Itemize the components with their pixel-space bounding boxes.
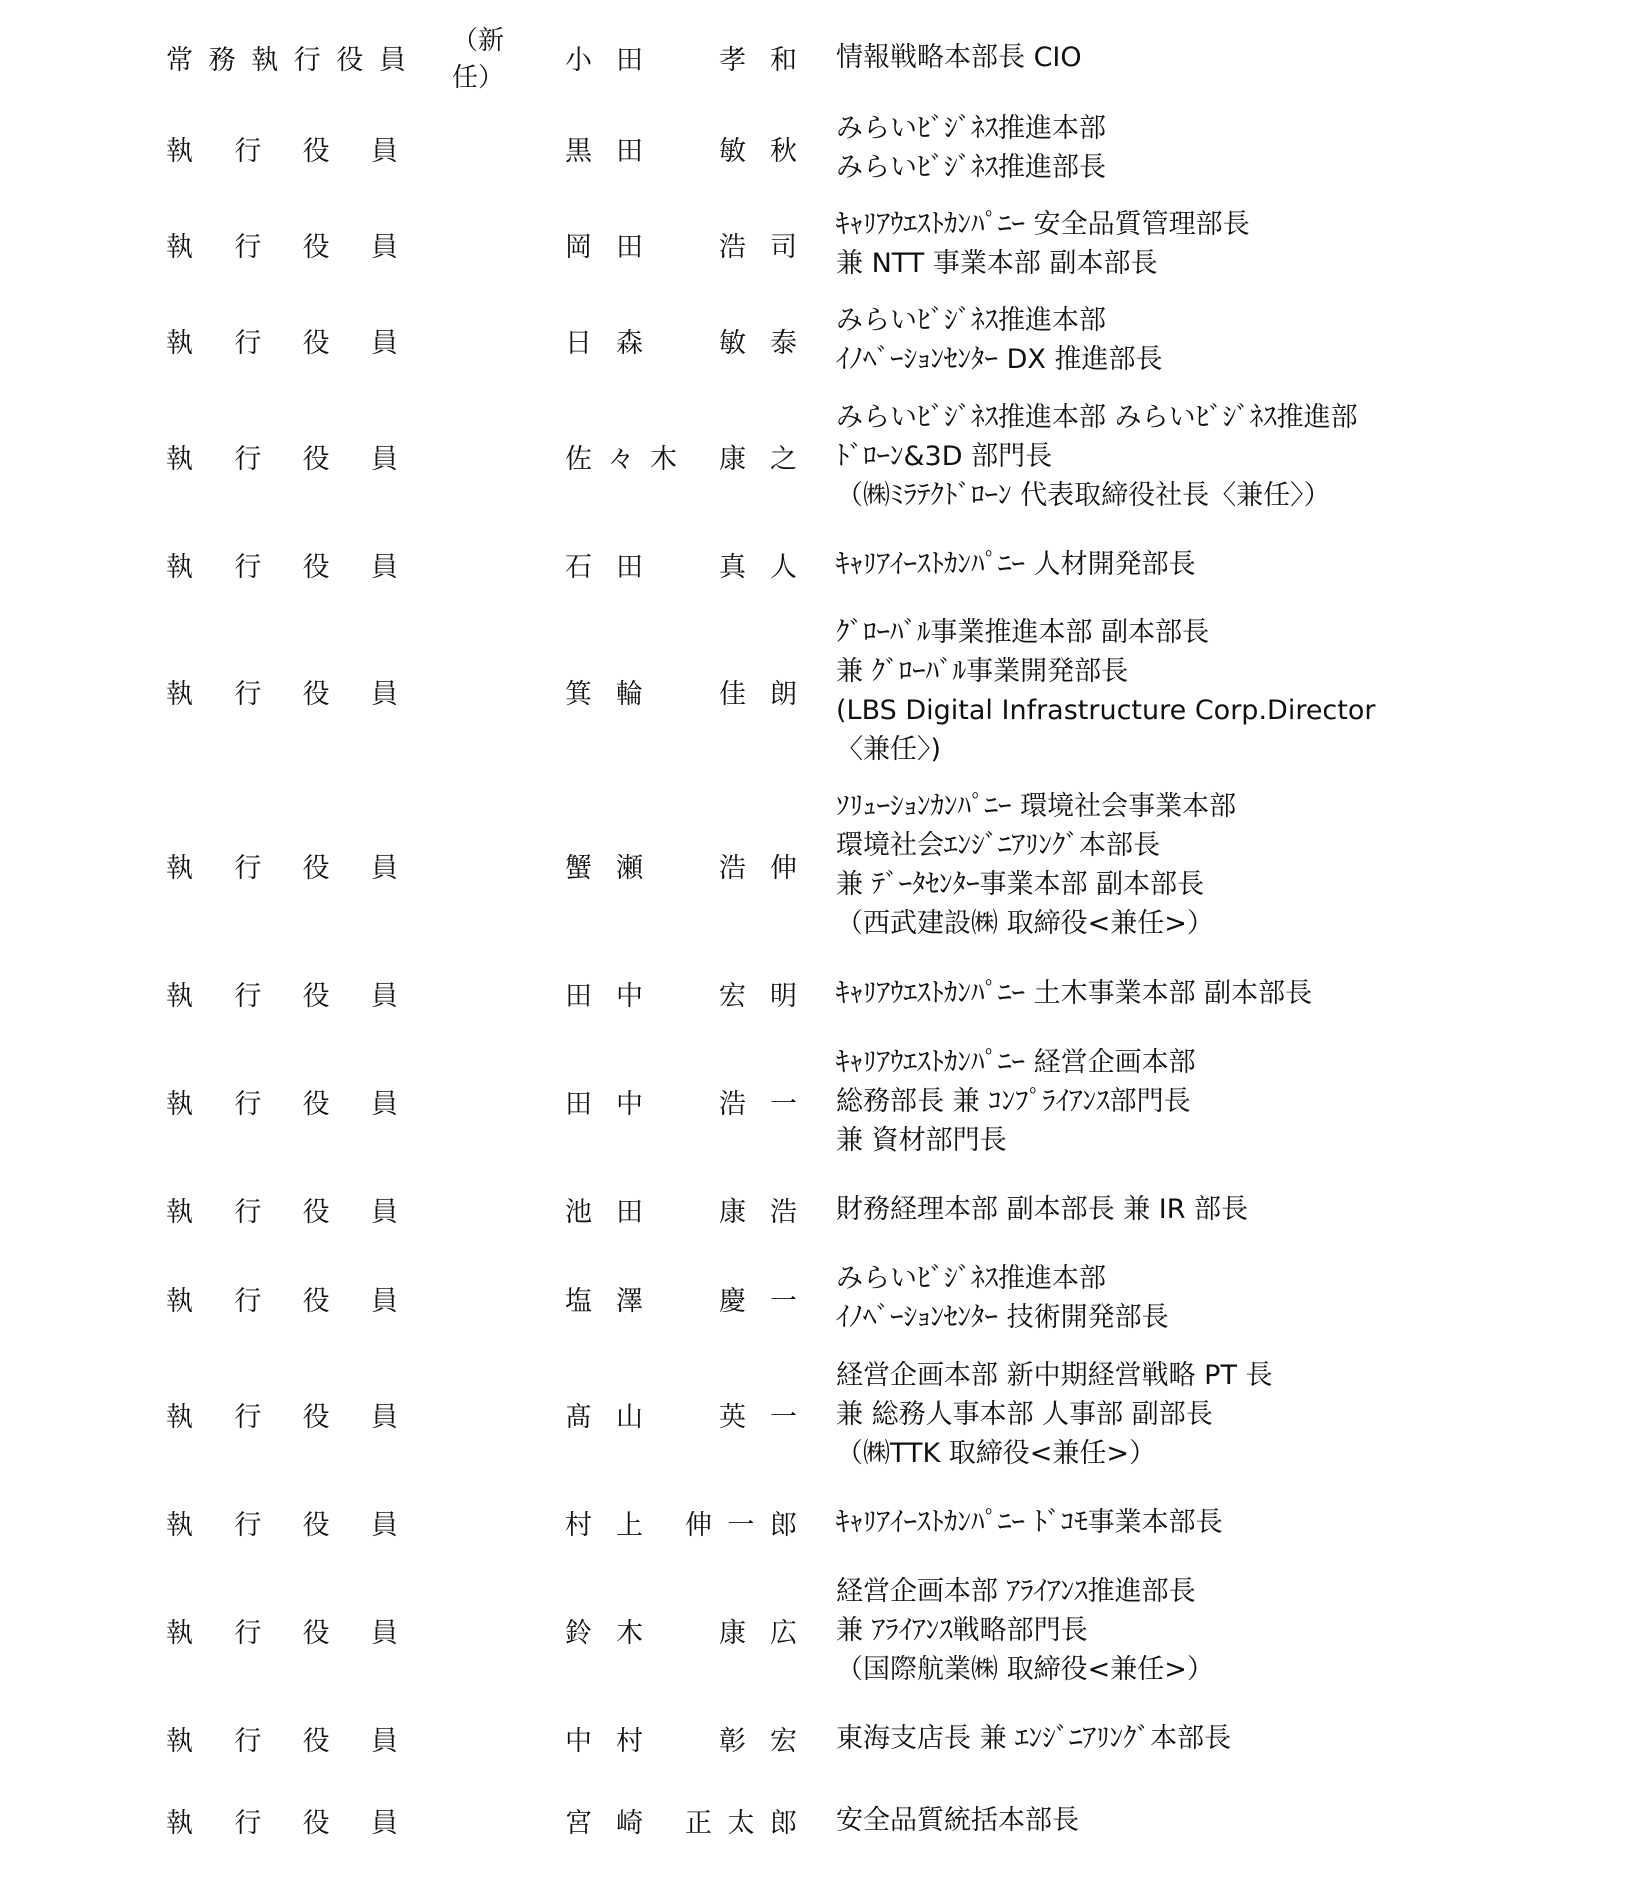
officer-given-name-char: 伸 [685, 1509, 712, 1541]
officer-given-name [719, 1082, 797, 1121]
officer-given-name-char: 泰 [770, 327, 797, 359]
officer-row [0, 1719, 1630, 1758]
officer-surname-char: 池 [565, 1196, 592, 1228]
officer-given-name-char: 佳 [719, 678, 746, 710]
officer-title-char: 執 [166, 1807, 193, 1839]
officer-given-name [719, 437, 797, 476]
officer-given-name-char: 宏 [719, 980, 746, 1012]
officer-surname-char: 中 [616, 980, 643, 1012]
officer-position-line: みらいﾋﾞｼﾞﾈｽ推進本部 [836, 305, 1106, 336]
officer-given-name-char: 一 [770, 1401, 797, 1433]
officer-surname-char: 田 [616, 551, 643, 583]
officer-name [565, 205, 797, 283]
officer-title-char: 役 [302, 1401, 330, 1433]
officer-title-char: 行 [234, 1285, 262, 1317]
officer-title-char: 員 [370, 327, 398, 359]
officer-position-line: ｷｬﾘｱｳｴｽﾄｶﾝﾊﾟﾆｰ 土木事業本部 副本部長 [836, 977, 1313, 1009]
officer-given-name-char: 敏 [719, 327, 746, 359]
officer-name [565, 1190, 797, 1229]
officer-surname-char: 宮 [565, 1807, 592, 1839]
officer-given-name [719, 1611, 797, 1650]
officer-given-name-char: 広 [770, 1617, 797, 1649]
officer-title-char: 員 [378, 44, 406, 76]
officer-title-char: 役 [302, 1617, 330, 1649]
officer-position-line: （国際航業㈱ 取締役<兼任>） [836, 1653, 1214, 1685]
officer-position [836, 205, 1606, 283]
officer-surname-char: 澤 [616, 1285, 643, 1317]
officer-title-char: 行 [234, 231, 262, 263]
officer-given-name-char: 浩 [719, 231, 746, 263]
officer-given-name-char: 明 [770, 980, 797, 1012]
officer-name [565, 1356, 797, 1473]
officer-position-line: 兼 ｱﾗｲｱﾝｽ戦略部門長 [836, 1614, 1088, 1646]
officer-given-name [719, 321, 797, 360]
officer-position [836, 38, 1606, 77]
officer-position-line: みらいﾋﾞｼﾞﾈｽ推進本部 [836, 113, 1106, 144]
officer-title-char: 務 [208, 44, 236, 76]
officer-surname-char: 中 [565, 1725, 592, 1757]
officer-title [166, 1572, 398, 1689]
officer-given-name-char: 和 [770, 44, 797, 76]
officer-name [565, 1259, 797, 1337]
officer-title-char: 役 [302, 1725, 330, 1757]
officer-title-char: 役 [302, 443, 330, 475]
officer-title [166, 398, 398, 515]
officer-given-name-char: 康 [719, 443, 746, 475]
officer-title-char: 役 [302, 551, 330, 583]
officer-position-line: ｷｬﾘｱｳｴｽﾄｶﾝﾊﾟﾆｰ 経営企画本部 [836, 1046, 1196, 1078]
officer-row [0, 1043, 1630, 1160]
officer-position-line: ﾄﾞﾛｰﾝ&3D 部門長 [836, 440, 1053, 472]
officer-surname-char: 山 [616, 1401, 643, 1433]
officer-row [0, 205, 1630, 283]
officer-surname-char: 村 [565, 1509, 592, 1541]
officer-title-char: 行 [234, 1196, 262, 1228]
officer-position-line: 〈兼任〉) [836, 734, 942, 765]
officer-row [0, 1356, 1630, 1473]
officer-surname [565, 1279, 643, 1318]
officer-position [836, 613, 1606, 769]
officer-surname-char: 田 [565, 1088, 592, 1120]
officer-given-name-char: 一 [770, 1285, 797, 1317]
officer-row [0, 1259, 1630, 1337]
officer-position [836, 1190, 1606, 1229]
officer-position-line: (LBS Digital Infrastructure Corp.Director [836, 695, 1376, 726]
officer-title [166, 109, 398, 187]
officer-given-name [719, 1190, 797, 1229]
officer-position-line: ｿﾘｭｰｼｮﾝｶﾝﾊﾟﾆｰ 環境社会事業本部 [836, 791, 1237, 822]
officer-surname-char: 上 [616, 1509, 643, 1541]
officer-position [836, 1572, 1606, 1689]
officer-title-char: 執 [166, 1088, 193, 1120]
officer-surname-char: 木 [650, 443, 677, 475]
officer-title-char: 執 [166, 135, 193, 167]
officer-title-char: 員 [370, 1617, 398, 1649]
officer-row [0, 545, 1630, 584]
officer-position-line: みらいﾋﾞｼﾞﾈｽ推進部長 [836, 152, 1106, 183]
officer-title [166, 1801, 398, 1840]
officer-title [166, 301, 398, 379]
officer-position-line: （㈱ﾐﾗﾃｸﾄﾞﾛｰﾝ 代表取締役社長〈兼任〉） [836, 479, 1331, 511]
officer-row [0, 1801, 1630, 1840]
officer-title-char: 執 [166, 678, 193, 710]
officer-given-name-char: 真 [719, 551, 746, 583]
officer-surname-char: 田 [616, 231, 643, 263]
officer-surname [565, 38, 643, 77]
officer-position [836, 1719, 1606, 1758]
officer-position-line: ｸﾞﾛｰﾊﾞﾙ事業推進本部 副本部長 [836, 617, 1210, 648]
officer-title [166, 1356, 398, 1473]
officer-surname-char: 箕 [565, 678, 592, 710]
officer-title [166, 1259, 398, 1337]
officer-given-name-char: 之 [770, 443, 797, 475]
officer-surname [565, 1503, 643, 1542]
officer-title [166, 1503, 398, 1542]
officer-title-char: 執 [166, 1617, 193, 1649]
officer-name [565, 38, 797, 77]
officer-name [565, 1503, 797, 1542]
officer-surname [565, 129, 643, 168]
officer-surname-char: 輪 [616, 678, 643, 710]
officer-position-line: ｷｬﾘｱｲｰｽﾄｶﾝﾊﾟﾆｰ ﾄﾞｺﾓ事業本部長 [836, 1506, 1223, 1538]
officer-given-name-char: 太 [727, 1807, 755, 1839]
officer-given-name [719, 672, 797, 711]
officer-row [0, 613, 1630, 769]
officer-title-char: 行 [234, 1617, 262, 1649]
officer-position-line: 経営企画本部 新中期経営戦略 PT 長 [836, 1359, 1273, 1391]
officer-surname [565, 225, 643, 264]
officer-title-char: 員 [370, 1088, 398, 1120]
officer-title [166, 613, 398, 769]
officer-row [0, 1190, 1630, 1229]
officer-title-char: 常 [166, 44, 193, 76]
officer-surname [565, 1719, 643, 1758]
officer-surname-char: 髙 [565, 1401, 592, 1433]
officer-row [0, 398, 1630, 515]
officer-name [565, 398, 797, 515]
officer-position-line: 経営企画本部 ｱﾗｲｱﾝｽ推進部長 [836, 1575, 1196, 1607]
officer-title-char: 行 [234, 852, 262, 884]
officer-title-char: 員 [370, 551, 398, 583]
officer-title-char: 行 [234, 135, 262, 167]
officer-title-char: 行 [234, 1088, 262, 1120]
officer-given-name [719, 38, 797, 77]
officer-title-char: 行 [234, 551, 262, 583]
officer-surname-char: 中 [616, 1088, 643, 1120]
officer-given-name [719, 1395, 797, 1434]
officer-title-char: 執 [166, 852, 193, 884]
officer-title-char: 行 [234, 327, 262, 359]
officer-position-line: 情報戦略本部長 CIO [836, 41, 1082, 73]
officer-position-line: 財務経理本部 副本部長 兼 IR 部長 [836, 1193, 1249, 1225]
officer-title-char: 執 [166, 1285, 193, 1317]
officer-row [0, 26, 1630, 93]
officer-title-char: 員 [370, 852, 398, 884]
officer-surname [565, 321, 643, 360]
officer-row [0, 301, 1630, 379]
officer-title-char: 行 [293, 44, 321, 76]
officer-position-line: 総務部長 兼 ｺﾝﾌﾟﾗｲｱﾝｽ部門長 [836, 1085, 1191, 1117]
officer-given-name [719, 1279, 797, 1318]
officer-title-char: 員 [370, 1807, 398, 1839]
officer-name [565, 1801, 797, 1840]
officer-given-name [719, 1719, 797, 1758]
officer-title [166, 545, 398, 584]
officer-given-name-char: 康 [719, 1196, 746, 1228]
officer-name [565, 1719, 797, 1758]
officer-title-char: 執 [166, 327, 193, 359]
officer-surname [565, 1801, 643, 1840]
officer-title-char: 役 [302, 231, 330, 263]
officer-surname [565, 1190, 643, 1229]
officer-title-char: 行 [234, 678, 262, 710]
officer-surname-char: 木 [616, 1617, 643, 1649]
officer-title-char: 役 [302, 678, 330, 710]
officer-title-char: 員 [370, 135, 398, 167]
officer-given-name-char: 郎 [770, 1509, 797, 1541]
officer-given-name [719, 846, 797, 885]
officer-surname-char: 々 [607, 443, 635, 475]
officer-title-char: 行 [234, 1401, 262, 1433]
officer-given-name-char: 浩 [719, 1088, 746, 1120]
officer-title-char: 執 [251, 44, 279, 76]
officer-surname-char: 崎 [616, 1807, 643, 1839]
officer-position-line: ｲﾉﾍﾞｰｼｮﾝｾﾝﾀｰ DX 推進部長 [836, 344, 1163, 375]
officer-surname [565, 846, 643, 885]
officer-given-name [719, 129, 797, 168]
officer-title-char: 員 [370, 1401, 398, 1433]
officer-title-char: 役 [302, 135, 330, 167]
officer-surname [565, 1611, 643, 1650]
officer-given-name [719, 225, 797, 264]
officer-title-char: 役 [302, 1088, 330, 1120]
officer-title [166, 38, 406, 77]
officer-name [565, 545, 797, 584]
officer-given-name-char: 一 [770, 1088, 797, 1120]
officer-title-char: 員 [370, 1509, 398, 1541]
officer-given-name-char: 人 [770, 551, 797, 583]
officer-position [836, 1043, 1606, 1160]
officer-surname-char: 佐 [565, 443, 592, 475]
officer-title-char: 役 [302, 980, 330, 1012]
officer-position [836, 1356, 1606, 1473]
officer-given-name-char: 司 [770, 231, 797, 263]
officer-title-char: 員 [370, 443, 398, 475]
officer-position-line: 東海支店長 兼 ｴﾝｼﾞﾆｱﾘﾝｸﾞ本部長 [836, 1722, 1232, 1754]
officer-title-char: 行 [234, 1725, 262, 1757]
officer-surname-char: 田 [565, 980, 592, 1012]
officer-name [565, 613, 797, 769]
officer-name [565, 787, 797, 943]
officer-position [836, 301, 1606, 379]
officer-row [0, 109, 1630, 187]
officer-given-name [685, 1801, 797, 1840]
officer-surname-char: 田 [616, 135, 643, 167]
officer-given-name-char: 英 [719, 1401, 746, 1433]
officer-title-char: 行 [234, 980, 262, 1012]
officer-name [565, 974, 797, 1013]
officer-title-char: 役 [302, 1509, 330, 1541]
officer-title [166, 1190, 398, 1229]
officer-title-char: 行 [234, 1807, 262, 1839]
officer-title-char: 執 [166, 980, 193, 1012]
officer-title-char: 執 [166, 443, 193, 475]
officer-position-line: 安全品質統括本部長 [836, 1804, 1079, 1836]
officer-position-line: ｷｬﾘｱｳｴｽﾄｶﾝﾊﾟﾆｰ 安全品質管理部長 [836, 209, 1250, 240]
officer-position-line: みらいﾋﾞｼﾞﾈｽ推進本部 [836, 1263, 1106, 1294]
officer-title [166, 1719, 398, 1758]
officer-row [0, 787, 1630, 943]
officer-position-line: 兼 NTT 事業本部 副本部長 [836, 248, 1158, 279]
officer-given-name-char: 秋 [770, 135, 797, 167]
officer-title [166, 787, 398, 943]
officer-title [166, 974, 398, 1013]
officer-title-char: 役 [302, 1285, 330, 1317]
officer-position-line: みらいﾋﾞｼﾞﾈｽ推進本部 みらいﾋﾞｼﾞﾈｽ推進部 [836, 401, 1358, 433]
officer-row [0, 1572, 1630, 1689]
officer-surname-char: 塩 [565, 1285, 592, 1317]
officer-position [836, 1259, 1606, 1337]
officer-position-line: 環境社会ｴﾝｼﾞﾆｱﾘﾝｸﾞ本部長 [836, 830, 1160, 861]
officer-surname-char: 瀬 [616, 852, 643, 884]
officer-title-char: 執 [166, 1401, 193, 1433]
officer-given-name-char: 慶 [719, 1285, 746, 1317]
officer-row [0, 1503, 1630, 1542]
officer-given-name [685, 1503, 797, 1542]
officer-given-name-char: 一 [727, 1509, 755, 1541]
officer-given-name-char: 康 [719, 1617, 746, 1649]
officer-given-name-char: 孝 [719, 44, 746, 76]
officer-title-char: 執 [166, 551, 193, 583]
officer-position [836, 787, 1606, 943]
officer-title [166, 1043, 398, 1160]
officer-title-char: 執 [166, 1509, 193, 1541]
officer-title-char: 員 [370, 678, 398, 710]
officer-surname [565, 437, 677, 476]
officer-given-name-char: 彰 [719, 1725, 746, 1757]
officer-row [0, 974, 1630, 1013]
officer-position-line: 兼 ﾃﾞｰﾀｾﾝﾀｰ事業本部 副本部長 [836, 869, 1205, 900]
officer-title-char: 執 [166, 1196, 193, 1228]
officer-given-name-char: 浩 [770, 1196, 797, 1228]
officer-surname-char: 森 [616, 327, 643, 359]
officer-position-line: 兼 ｸﾞﾛｰﾊﾞﾙ事業開発部長 [836, 656, 1129, 687]
officer-position [836, 398, 1606, 515]
officer-title-char: 執 [166, 231, 193, 263]
officer-given-name-char: 正 [685, 1807, 712, 1839]
officer-given-name-char: 郎 [770, 1807, 797, 1839]
officer-position [836, 1801, 1606, 1840]
officer-surname [565, 974, 643, 1013]
officer-title-char: 員 [370, 980, 398, 1012]
officer-title-char: 員 [370, 1285, 398, 1317]
officer-position-line: 兼 資材部門長 [836, 1124, 1007, 1156]
officer-title-char: 員 [370, 231, 398, 263]
officer-surname-char: 岡 [565, 231, 592, 263]
officer-position-line: ｲﾉﾍﾞｰｼｮﾝｾﾝﾀｰ 技術開発部長 [836, 1302, 1169, 1333]
officer-surname-char: 田 [616, 1196, 643, 1228]
officer-surname-char: 小 [565, 44, 592, 76]
officer-surname-char: 日 [565, 327, 592, 359]
officer-title-char: 役 [302, 1196, 330, 1228]
officer-title-char: 役 [302, 1807, 330, 1839]
officer-name [565, 1043, 797, 1160]
officer-name [565, 109, 797, 187]
officer-title-char: 役 [302, 327, 330, 359]
officer-surname-char: 村 [616, 1725, 643, 1757]
officer-surname-char: 蟹 [565, 852, 592, 884]
officer-title-char: 役 [302, 852, 330, 884]
officer-surname-char: 黒 [565, 135, 592, 167]
officer-surname [565, 1395, 643, 1434]
officer-surname [565, 1082, 643, 1121]
officer-name [565, 301, 797, 379]
officer-tag: （新任） [452, 26, 505, 93]
officer-given-name-char: 敏 [719, 135, 746, 167]
officer-surname [565, 545, 643, 584]
officer-position [836, 109, 1606, 187]
officer-title-char: 執 [166, 1725, 193, 1757]
officer-position [836, 545, 1606, 584]
officer-surname-char: 石 [565, 551, 592, 583]
officer-given-name-char: 伸 [770, 852, 797, 884]
officer-surname [565, 672, 643, 711]
officer-given-name-char: 宏 [770, 1725, 797, 1757]
officer-position [836, 1503, 1606, 1542]
officer-position-line: （西武建設㈱ 取締役<兼任>） [836, 908, 1214, 939]
officer-given-name-char: 浩 [719, 852, 746, 884]
officer-title-char: 行 [234, 443, 262, 475]
officer-title [166, 205, 398, 283]
officer-title-char: 行 [234, 1509, 262, 1541]
officer-given-name-char: 朗 [770, 678, 797, 710]
officer-surname-char: 田 [616, 44, 643, 76]
officer-position [836, 974, 1606, 1013]
officer-given-name [719, 545, 797, 584]
officer-name [565, 1572, 797, 1689]
officer-title-char: 員 [370, 1196, 398, 1228]
officer-position-line: ｷｬﾘｱｲｰｽﾄｶﾝﾊﾟﾆｰ 人材開発部長 [836, 548, 1196, 580]
officer-position-line: 兼 総務人事本部 人事部 副部長 [836, 1398, 1213, 1430]
officer-given-name [719, 974, 797, 1013]
officer-position-line: （㈱TTK 取締役<兼任>） [836, 1437, 1157, 1469]
officer-title-char: 員 [370, 1725, 398, 1757]
officer-title-char: 役 [336, 44, 364, 76]
officer-surname-char: 鈴 [565, 1617, 592, 1649]
